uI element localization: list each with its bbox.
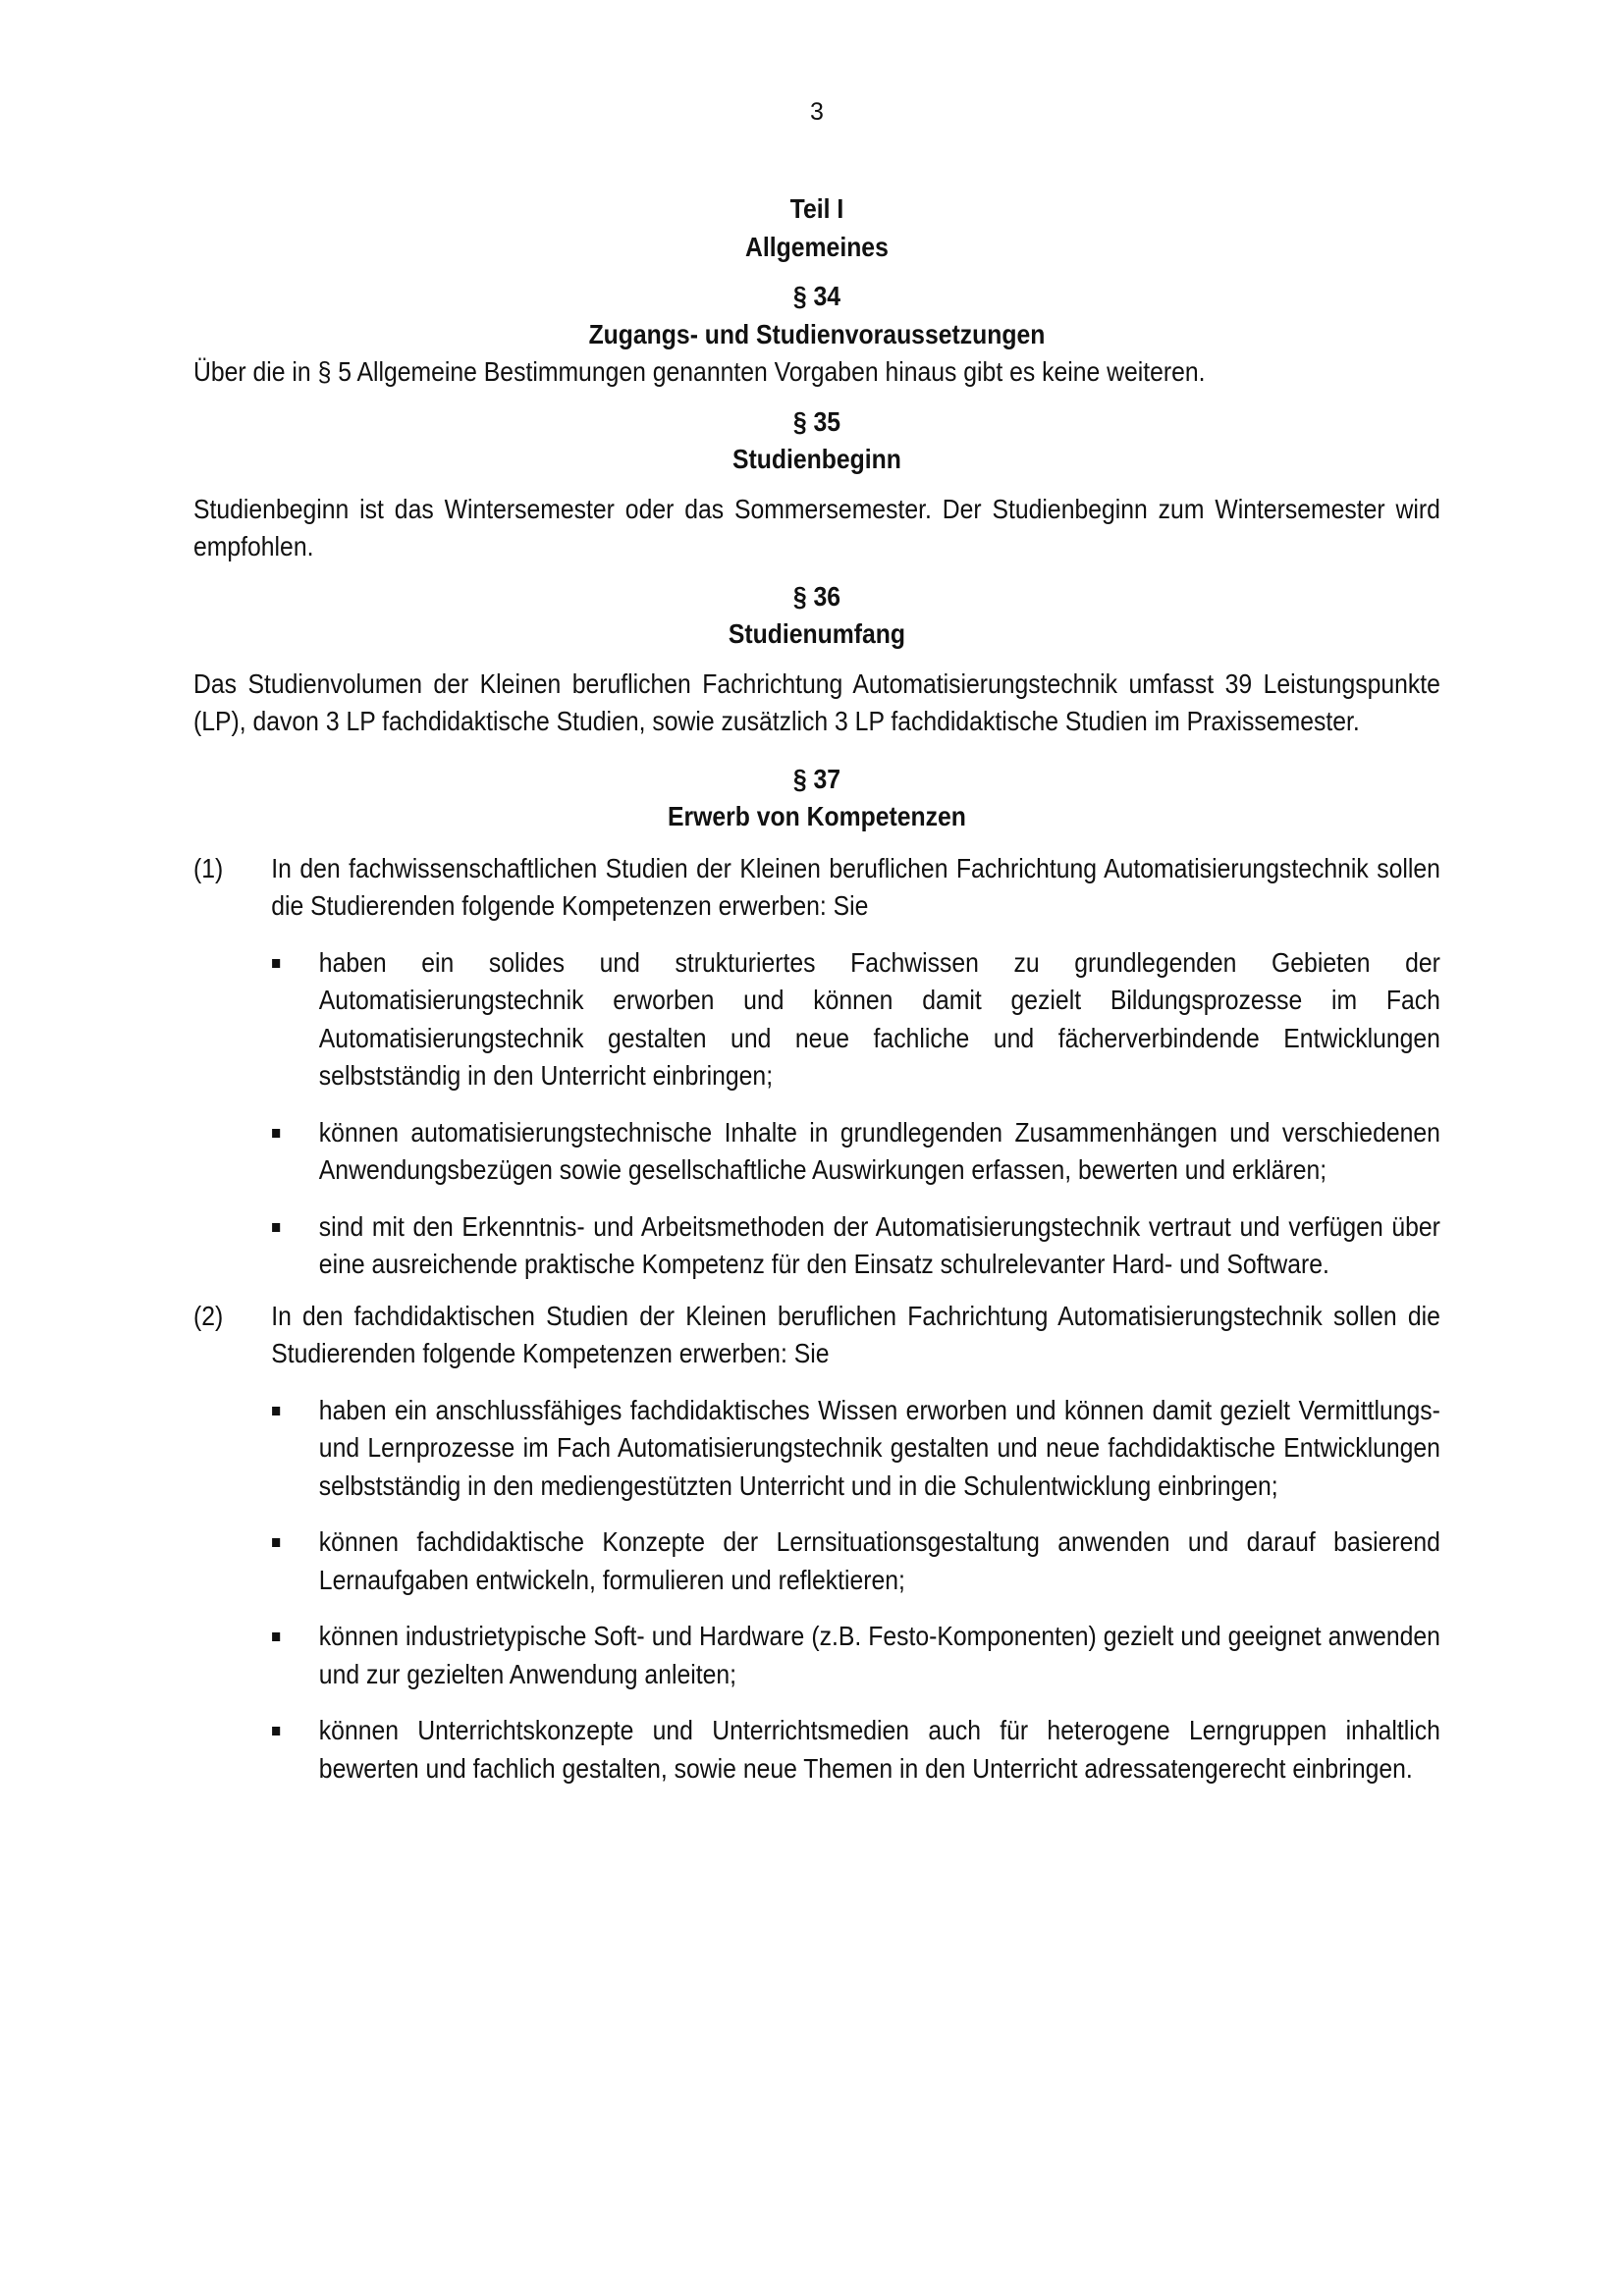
- numbered-paragraph-1: [193, 850, 1440, 1284]
- part-title: Teil I: [789, 193, 844, 224]
- list-item: haben ein anschlussfähiges fachdidaktisches Wissen erworben und können damit gezielt Vermittlungs- und Lernprozesse im Fach Automatisierungstechnik gestalten und neue fachdidaktische Entwicklungen selbstständig in den mediengestützten Unterricht und in die Schulentwicklung einbringen;: [271, 1392, 1440, 1506]
- square-bullet-icon: [271, 1114, 319, 1190]
- list-item: sind mit den Erkenntnis- und Arbeitsmethoden der Automatisierungstechnik vertraut und verfügen über eine ausreichende praktische Kompetenz für den Einsatz schulrelevanter Hard- und Software.: [271, 1208, 1440, 1284]
- list-item: haben ein solides und strukturiertes Fachwissen zu grundlegenden Gebieten der Automatisierungstechnik erworben und können damit gezielt Bildungsprozesse im Fach Automatisierungstechnik gestalten und neue fachliche und fächerverbindende Entwicklungen selbstständig in den Unterricht einbringen;: [271, 944, 1440, 1095]
- section-35-number: § 35: [792, 405, 841, 437]
- section-34-number: § 34: [792, 281, 841, 311]
- bullet-list: [271, 944, 1440, 1284]
- section-36-title: Studienumfang: [728, 618, 906, 649]
- square-bullet-icon: [271, 944, 319, 1095]
- paragraph-text: In den fachdidaktischen Studien der Kleinen beruflichen Fachrichtung Automatisierungstechnik sollen die Studierenden folgende Kompetenzen erwerben: Sie: [271, 1300, 1440, 1368]
- list-item: können industrietypische Soft- und Hardware (z.B. Festo-Komponenten) gezielt und geeignet anwenden und zur gezielten Anwendung anleiten;: [271, 1618, 1440, 1693]
- section-34-text: Über die in § 5 Allgemeine Bestimmungen genannten Vorgaben hinaus gibt es keine weiteren.: [193, 356, 1206, 387]
- paragraph-number: (1): [193, 852, 224, 883]
- list-item: können fachdidaktische Konzepte der Lernsituationsgestaltung anwenden und darauf basierend Lernaufgaben entwickeln, formulieren und reflektieren;: [271, 1523, 1440, 1599]
- document-content: [193, 190, 1440, 1788]
- square-bullet-icon: [271, 1618, 319, 1693]
- paragraph-number: (2): [193, 1300, 224, 1331]
- section-36-text: Das Studienvolumen der Kleinen beruflichen Fachrichtung Automatisierungstechnik umfasst 39 Leistungspunkte (LP), davon 3 LP fachdidaktische Studien, sowie zusätzlich 3 LP fachdidaktische Studien im Praxissemester.: [193, 667, 1440, 736]
- bullet-list: [271, 1392, 1440, 1789]
- section-37-number: § 37: [792, 763, 841, 794]
- square-bullet-icon: [271, 1392, 319, 1506]
- square-bullet-icon: [271, 1712, 319, 1788]
- page-number: 3: [810, 98, 824, 126]
- section-35-text: Studienbeginn ist das Wintersemester oder das Sommersemester. Der Studienbeginn zum Wintersemester wird empfohlen.: [193, 493, 1440, 561]
- section-37-title: Erwerb von Kompetenzen: [667, 801, 966, 831]
- square-bullet-icon: [271, 1208, 319, 1284]
- section-34-title: Zugangs- und Studienvoraussetzungen: [588, 318, 1046, 349]
- section-35-title: Studienbeginn: [732, 444, 901, 474]
- list-item: können Unterrichtskonzepte und Unterrichtsmedien auch für heterogene Lerngruppen inhaltlich bewerten und fachlich gestalten, sowie neue Themen in den Unterricht adressatengerecht einbringen.: [271, 1712, 1440, 1788]
- section-36-number: § 36: [792, 580, 841, 612]
- paragraph-text: In den fachwissenschaftlichen Studien der Kleinen beruflichen Fachrichtung Automatisierungstechnik sollen die Studierenden folgende Kompetenzen erwerben: Sie: [271, 852, 1440, 921]
- numbered-paragraph-2: [193, 1298, 1440, 1789]
- list-item: können automatisierungstechnische Inhalte in grundlegenden Zusammenhängen und verschiedenen Anwendungsbezügen sowie gesellschaftliche Auswirkungen erfassen, bewerten und erklären;: [271, 1114, 1440, 1190]
- part-subtitle: Allgemeines: [745, 231, 889, 262]
- square-bullet-icon: [271, 1523, 319, 1599]
